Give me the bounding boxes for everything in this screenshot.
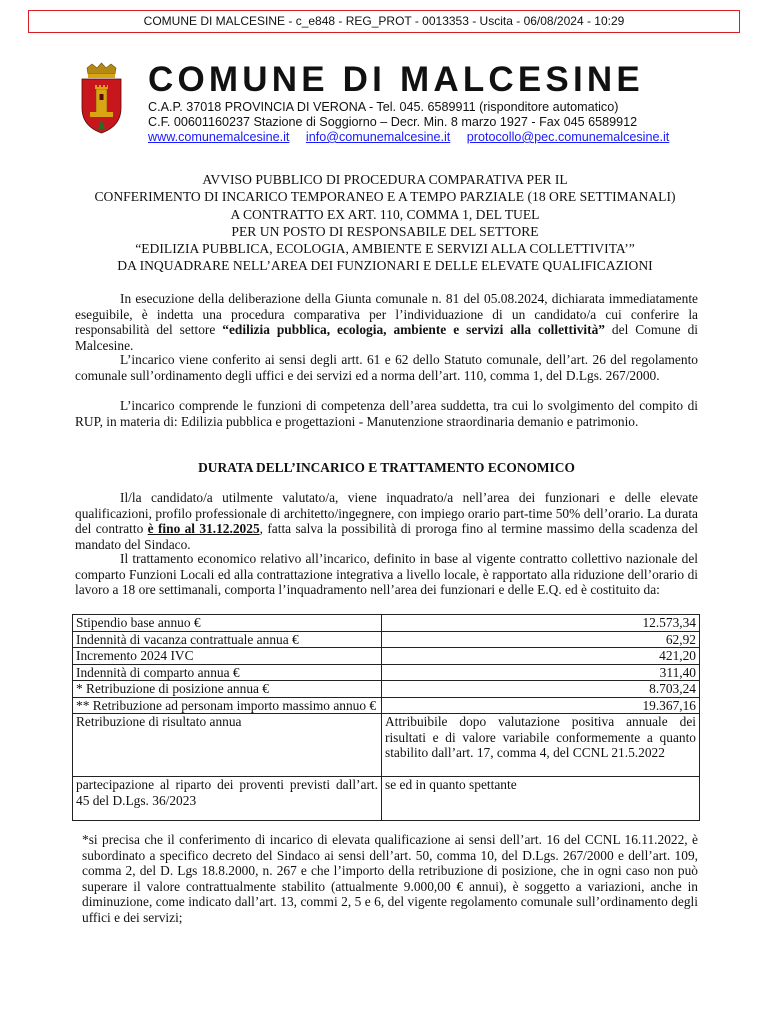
row-label: Stipendio base annuo € (73, 615, 382, 632)
salary-table (72, 614, 700, 821)
row-value: 421,20 (382, 648, 700, 665)
heading-line: “EDILIZIA PUBBLICA, ECOLOGIA, AMBIENTE E SERVIZI ALLA COLLETTIVITA’” (135, 241, 635, 257)
row-value: 12.573,34 (382, 615, 700, 632)
contact-links (148, 130, 682, 145)
table-row (73, 631, 700, 648)
intro-paragraph-3: L’incarico comprende le funzioni di competenza dell’area suddetta, tra cui lo svolgimento del compito di RUP, in materia di: Edilizia pubblica e progettazioni - Manutenzione straordinaria demanio e patrimonio. (75, 398, 698, 429)
table-row (73, 714, 700, 777)
municipal-crest-icon (79, 62, 124, 134)
row-value: 19.367,16 (382, 697, 700, 714)
email-link[interactable]: info@comunemalcesine.it (305, 130, 451, 144)
row-label: * Retribuzione di posizione annua € (73, 681, 382, 698)
protocol-stamp: COMUNE DI MALCESINE - c_e848 - REG_PROT - 0013353 - Uscita - 06/08/2024 - 10:29 (28, 10, 740, 33)
table-row (73, 615, 700, 632)
heading-line: A CONTRATTO EX ART. 110, COMMA 1, DEL TUEL (230, 206, 540, 222)
section-title: DURATA DELL’INCARICO E TRATTAMENTO ECONOMICO (198, 460, 575, 475)
heading-line: PER UN POSTO DI RESPONSABILE DEL SETTORE (231, 223, 539, 239)
table-row (73, 777, 700, 821)
heading-line: DA INQUADRARE NELL’AREA DEI FUNZIONARI E DELLE ELEVATE QUALIFICAZIONI (117, 258, 653, 274)
website-link[interactable]: www.comunemalcesine.it (148, 130, 290, 144)
contract-end-date: è fino al 31.12.2025 (147, 521, 260, 536)
row-label: Indennità di comparto annua € (73, 664, 382, 681)
table-row (73, 648, 700, 665)
table-row (73, 681, 700, 698)
table-row (73, 664, 700, 681)
address-line: C.A.P. 37018 PROVINCIA DI VERONA - Tel. 045. 6589911 (risponditore automatico) (148, 100, 619, 114)
intro-paragraph-1: In esecuzione della deliberazione della Giunta comunale n. 81 del 05.08.2024, dichiarata immediatamente eseguibile, è indetta una procedura comparativa per l’individuazione di un candidato/a cui conferire la responsabilità del settore “edilizia pubblica, ecologia, ambiente e servizi alla collettività” del Comune di Malcesine. (75, 291, 698, 353)
duration-paragraph-2: Il trattamento economico relativo all’incarico, definito in base al vigente contratto collettivo nazionale del comparto Funzioni Locali ed alla contrattazione integrativa a livello locale, è rapportato alla riduzione dell’orario di lavoro a 18 ore settimanali, comporta l’inquadramento nell’area dei funzionari e delle E.Q. ed è costituito da: (75, 551, 698, 597)
footnote: *si precisa che il conferimento di incarico di elevata qualificazione ai sensi dell’art. 16 del CCNL 16.11.2022, è subordinato a specifico decreto del Sindaco ai sensi dell’art. 50, comma 10, del D.Lgs. 267/2000 e dell’art. 109, comma 2, del D. Lgs 18.8.2000, n. 267 e che l’importo della retribuzione di posizione, che in ogni caso non può superare il valore contrattualmente stabilito (attualmente 9.000,00 € annui), è soggetto a variazioni, anche in diminuzione, come indicato dall’art. 13, commi 2, 5 e 6, del vigente regolamento comunale sull’ordinamento degli uffici e dei servizi; (82, 832, 698, 925)
row-value: 62,92 (382, 631, 700, 648)
sector-name: “edilizia pubblica, ecologia, ambiente e servizi alla collettività” (222, 322, 605, 337)
heading-line: CONFERIMENTO DI INCARICO TEMPORANEO E A TEMPO PARZIALE (18 ORE SETTIMANALI) (94, 189, 676, 205)
duration-paragraph-1: Il/la candidato/a utilmente valutato/a, viene inquadrato/a nell’area dei funzionari e delle elevate qualificazioni, profilo professionale di architetto/ingegnere, con impiego orario part-time 50% dell’orario. La durata del contratto è fino al 31.12.2025, fatta salva la possibilità di proroga fino al termine massimo della scadenza del mandato del Sindaco. (75, 490, 699, 552)
row-value: se ed in quanto spettante (382, 777, 700, 821)
table-row (73, 697, 700, 714)
row-value: Attribuibile dopo valutazione positiva annuale dei risultati e di valore variabile conformemente a quanto stabilito dall’art. 17, comma 4, del CCNL 21.5.2022 (382, 714, 700, 777)
row-label: Indennità di vacanza contrattuale annua € (73, 631, 382, 648)
pec-link[interactable]: protocollo@pec.comunemalcesine.it (466, 130, 670, 144)
municipality-title: COMUNE DI MALCESINE (148, 60, 644, 99)
row-label: Retribuzione di risultato annua (73, 714, 382, 777)
row-label: ** Retribuzione ad personam importo massimo annuo € (73, 697, 382, 714)
row-label: Incremento 2024 IVC (73, 648, 382, 665)
row-value: 311,40 (382, 664, 700, 681)
notice-heading (40, 171, 730, 275)
fiscal-code-line: C.F. 00601160237 Stazione di Soggiorno – Decr. Min. 8 marzo 1927 - Fax 045 6589912 (148, 115, 638, 129)
heading-line: AVVISO PUBBLICO DI PROCEDURA COMPARATIVA PER IL (202, 172, 568, 187)
intro-paragraph-2: L’incarico viene conferito ai sensi degli artt. 61 e 62 dello Statuto comunale, dell’art. 26 del regolamento comunale sull’ordinamento degli uffici e dei servizi ed a norma dell’art. 110, comma 1, del D.Lgs. 267/2000. (75, 352, 698, 383)
row-label: partecipazione al riparto dei proventi previsti dall’art. 45 del D.Lgs. 36/2023 (73, 777, 382, 821)
row-value: 8.703,24 (382, 681, 700, 698)
